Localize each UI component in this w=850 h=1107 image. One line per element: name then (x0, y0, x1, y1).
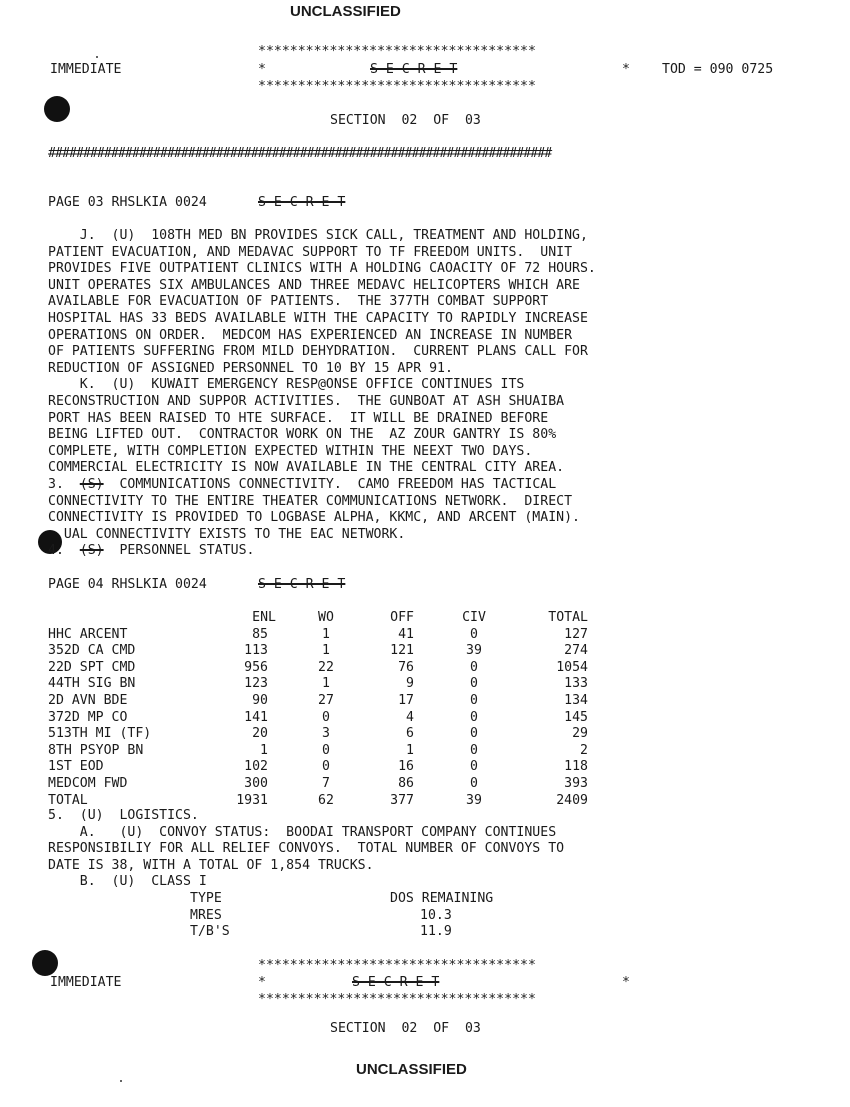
footer-precedence: IMMEDIATE (50, 975, 122, 990)
page04-header: PAGE 04 RHSLKIA 0024 (48, 577, 207, 592)
total-value: 127 (564, 626, 588, 642)
enl-value: 300 (244, 775, 268, 791)
comm-line: CONNECTIVITY IS PROVIDED TO LOGBASE ALPHA, KKMC, AND ARCENT (MAIN). (48, 510, 580, 526)
unit-name: 372D MP CO (48, 709, 128, 725)
enl-value: 20 (252, 726, 268, 742)
off-value: 41 (398, 626, 414, 642)
table-row (48, 743, 608, 760)
body-line: PATIENT EVACUATION, AND MEDAVAC SUPPORT TO TF FREEDOM UNITS. UNIT (48, 244, 573, 260)
comm-line: UAL CONNECTIVITY EXISTS TO THE EAC NETWORK. (48, 526, 406, 542)
total-value: 2409 (556, 792, 588, 808)
civ-value: 0 (470, 692, 478, 708)
personnel-line (48, 543, 254, 560)
wo-value: 3 (322, 726, 330, 742)
logistics-line: DATE IS 38, WITH A TOTAL OF 1,854 TRUCKS. (48, 857, 374, 873)
civ-value: 0 (470, 726, 478, 742)
table-row (48, 660, 608, 677)
total-value: 393 (564, 775, 588, 791)
wo-value: 1 (322, 676, 330, 692)
enl-value: 956 (244, 659, 268, 675)
body-line: J. (U) 108TH MED BN PROVIDES SICK CALL, TREATMENT AND HOLDING, (48, 228, 588, 243)
logistics-line: RESPONSIBILIY FOR ALL RELIEF CONVOYS. TOTAL NUMBER OF CONVOYS TO (48, 841, 565, 857)
body-line: OPERATIONS ON ORDER. MEDCOM HAS EXPERIENCED AN INCREASE IN NUMBER (48, 327, 573, 343)
off-value: 9 (406, 676, 414, 692)
off-value: 16 (398, 759, 414, 775)
personnel-table (48, 610, 608, 809)
table-row (48, 759, 608, 776)
logistics-line: B. (U) CLASS I (48, 874, 207, 890)
wo-value: 7 (322, 775, 330, 791)
wo-value: 62 (318, 792, 334, 808)
personnel-rest: PERSONNEL STATUS. (103, 543, 255, 559)
civ-value: 0 (470, 709, 478, 725)
col-header-civ: CIV (462, 610, 486, 625)
total-value: 118 (564, 759, 588, 775)
col-header-off: OFF (390, 610, 414, 625)
total-value: 133 (564, 676, 588, 692)
comm-classification-redacted: (S) (79, 477, 104, 492)
page04-classification-redacted: S E C R E T (258, 577, 346, 592)
header-marking-left: * (258, 62, 266, 77)
speck (120, 1080, 122, 1082)
civ-value: 39 (466, 643, 482, 659)
off-value: 377 (390, 792, 414, 808)
body-line: UNIT OPERATES SIX AMBULANCES AND THREE MEDAVC HELICOPTERS WHICH ARE (48, 277, 580, 293)
wo-value: 0 (322, 709, 330, 725)
footer-marking-right: * (622, 975, 630, 990)
civ-value: 0 (470, 775, 478, 791)
civ-value: 0 (470, 742, 478, 758)
enl-value: 90 (252, 692, 268, 708)
off-value: 6 (406, 726, 414, 742)
wo-value: 0 (322, 742, 330, 758)
class-type: T/B'S (190, 924, 230, 940)
comm-line: CONNECTIVITY TO THE ENTIRE THEATER COMMUNICATIONS NETWORK. DIRECT (48, 493, 573, 509)
punch-hole-mark (44, 96, 70, 122)
body-line: K. (U) KUWAIT EMERGENCY RESP@ONSE OFFICE CONTINUES ITS (48, 377, 525, 393)
body-line: RECONSTRUCTION AND SUPPOR ACTIVITIES. THE GUNBOAT AT ASH SHUAIBA (48, 394, 565, 409)
wo-value: 22 (318, 659, 334, 675)
col-header-total: TOTAL (548, 610, 588, 625)
footer-section: SECTION 02 OF 03 (330, 1021, 481, 1036)
comm-rest: COMMUNICATIONS CONNECTIVITY. CAMO FREEDOM HAS TACTICAL (103, 477, 557, 492)
body-line: HOSPITAL HAS 33 BEDS AVAILABLE WITH THE CAPACITY TO RAPIDLY INCREASE (48, 311, 588, 326)
class-row (190, 924, 590, 941)
footer-stars-bottom: *********************************** (258, 992, 536, 1007)
total-value: 29 (572, 726, 588, 742)
table-row (48, 726, 608, 743)
body-line: AVAILABLE FOR EVACUATION OF PATIENTS. THE 377TH COMBAT SUPPORT (48, 294, 549, 310)
unit-name: 22D SPT CMD (48, 659, 136, 675)
footer-stars-top: *********************************** (258, 958, 536, 973)
body-line: COMPLETE, WITH COMPLETION EXPECTED WITHIN THE NEEXT TWO DAYS. (48, 443, 533, 459)
class-header-row (190, 891, 590, 908)
body-line: PORT HAS BEEN RAISED TO HTE SURFACE. IT WILL BE DRAINED BEFORE (48, 410, 549, 426)
unit-name: 513TH MI (TF) (48, 726, 152, 742)
header-marking-right: * (622, 62, 630, 77)
civ-value: 0 (470, 659, 478, 675)
page03-header: PAGE 03 RHSLKIA 0024 (48, 195, 207, 210)
table-row (48, 710, 608, 727)
unit-name: TOTAL (48, 792, 88, 808)
civ-value: 0 (470, 676, 478, 692)
body-line: PROVIDES FIVE OUTPATIENT CLINICS WITH A HOLDING CAOACITY OF 72 HOURS. (48, 261, 596, 277)
unit-name: 352D CA CMD (48, 643, 136, 659)
off-value: 17 (398, 692, 414, 708)
total-value: 145 (564, 709, 588, 725)
page03-classification-redacted: S E C R E T (258, 195, 346, 210)
enl-value: 102 (244, 759, 268, 775)
unit-name: 8TH PSYOP BN (48, 742, 144, 758)
enl-value: 141 (244, 709, 268, 725)
header-precedence: IMMEDIATE (50, 62, 122, 77)
header-stars-bottom: *********************************** (258, 79, 536, 94)
wo-value: 0 (322, 759, 330, 775)
col-header-type: TYPE (190, 891, 222, 906)
unit-name: 2D AVN BDE (48, 692, 128, 708)
civ-value: 39 (466, 792, 482, 808)
footer-marking-left: * (258, 975, 266, 990)
col-header-enl: ENL (252, 610, 276, 625)
wo-value: 27 (318, 692, 334, 708)
table-total-row (48, 793, 608, 810)
off-value: 121 (390, 643, 414, 659)
unit-name: MEDCOM FWD (48, 775, 128, 791)
off-value: 76 (398, 659, 414, 675)
class-dos: 10.3 (420, 907, 452, 923)
comm-prefix: 3. (48, 477, 80, 492)
header-tod: TOD = 090 0725 (662, 62, 774, 77)
total-value: 134 (564, 692, 588, 708)
personnel-prefix: 4. (48, 543, 80, 559)
body-line: REDUCTION OF ASSIGNED PERSONNEL TO 10 BY 15 APR 91. (48, 360, 453, 376)
table-row (48, 643, 608, 660)
unit-name: HHC ARCENT (48, 626, 128, 642)
personnel-classification-redacted: (S) (79, 543, 104, 559)
class-dos: 11.9 (420, 924, 452, 940)
enl-value: 85 (252, 626, 268, 642)
unit-name: 1ST EOD (48, 759, 104, 775)
header-classification-redacted: S E C R E T (370, 62, 458, 77)
off-value: 86 (398, 775, 414, 791)
civ-value: 0 (470, 626, 478, 642)
logistics-line: A. (U) CONVOY STATUS: BOODAI TRANSPORT COMPANY CONTINUES (48, 824, 557, 840)
body-line: OF PATIENTS SUFFERING FROM MILD DEHYDRATION. CURRENT PLANS CALL FOR (48, 344, 588, 360)
wo-value: 1 (322, 643, 330, 659)
table-row (48, 776, 608, 793)
enl-value: 1 (260, 742, 268, 758)
table-row (48, 693, 608, 710)
total-value: 1054 (556, 659, 588, 675)
header-section: SECTION 02 OF 03 (330, 113, 481, 128)
enl-value: 113 (244, 643, 268, 659)
table-header-row (48, 610, 608, 627)
body-line: COMMERCIAL ELECTRICITY IS NOW AVAILABLE IN THE CENTRAL CITY AREA. (48, 460, 565, 476)
punch-hole-mark (32, 950, 58, 976)
total-value: 2 (580, 742, 588, 758)
off-value: 1 (406, 742, 414, 758)
enl-value: 1931 (236, 792, 268, 808)
comm-line-first (48, 477, 556, 494)
footer-classification-redacted: S E C R E T (352, 975, 440, 990)
header-stars-top: *********************************** (258, 44, 536, 59)
class-i-table (190, 891, 590, 941)
enl-value: 123 (244, 676, 268, 692)
civ-value: 0 (470, 759, 478, 775)
speck (96, 56, 98, 58)
logistics-line: 5. (U) LOGISTICS. (48, 808, 199, 823)
table-row (48, 627, 608, 644)
classification-banner-bottom: UNCLASSIFIED (356, 1061, 467, 1078)
wo-value: 1 (322, 626, 330, 642)
unit-name: 44TH SIG BN (48, 676, 136, 692)
col-header-dos: DOS REMAINING (390, 891, 494, 906)
body-line: BEING LIFTED OUT. CONTRACTOR WORK ON THE AZ ZOUR GANTRY IS 80% (48, 427, 557, 443)
class-type: MRES (190, 907, 222, 923)
class-row (190, 908, 590, 925)
total-value: 274 (564, 643, 588, 659)
classification-banner-top: UNCLASSIFIED (290, 3, 401, 20)
off-value: 4 (406, 709, 414, 725)
table-row (48, 676, 608, 693)
hash-rule: ######################################################################## (48, 146, 552, 161)
col-header-wo: WO (318, 610, 334, 625)
